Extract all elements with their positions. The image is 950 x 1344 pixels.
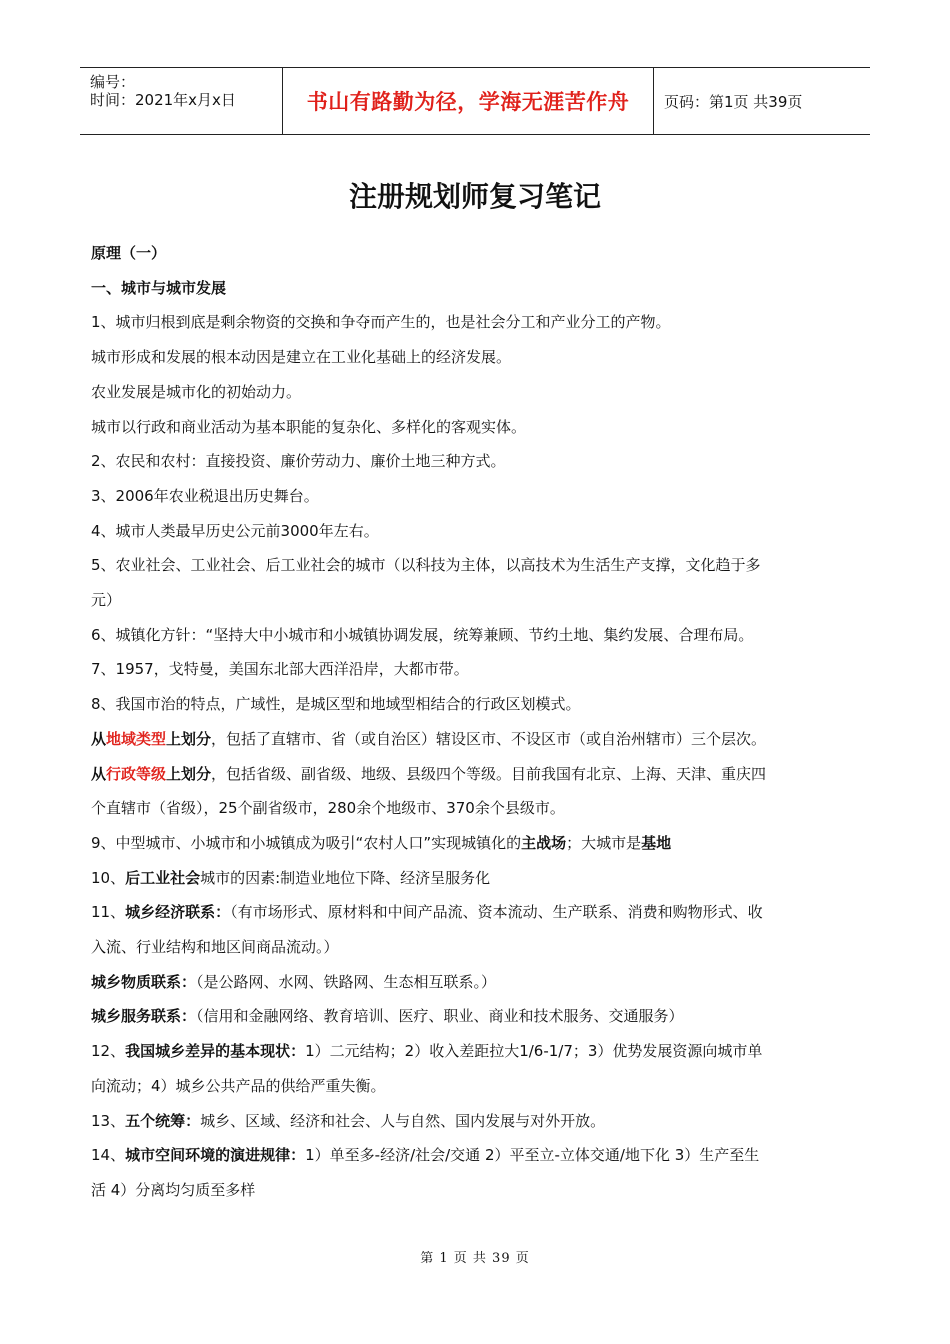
- text-run: ；大城市是: [566, 833, 642, 852]
- section-subheading: 一、城市与城市发展: [91, 278, 227, 297]
- text-run: 五个统筹：: [125, 1111, 201, 1130]
- section-heading: 原理（一）: [91, 244, 167, 262]
- text-run: 上划分: [166, 764, 212, 783]
- paragraph: [91, 1138, 866, 1173]
- text-run: 11、: [91, 903, 126, 922]
- text-run: 从: [91, 729, 107, 748]
- paragraph: 农业发展是城市化的初始动力。: [91, 382, 302, 401]
- paragraph: [91, 826, 866, 861]
- paragraph: [91, 757, 866, 792]
- header-table: [80, 67, 870, 135]
- paragraph: 3、2006年农业税退出历史舞台。: [91, 486, 319, 505]
- paragraph: 7、1957，戈特曼，美国东北部大西洋沿岸，大都市带。: [91, 660, 469, 679]
- highlight-text: 地域类型: [106, 729, 167, 748]
- document-title: 注册规划师复习笔记: [348, 180, 601, 213]
- paragraph: 5、农业社会、工业社会、后工业社会的城市（以科技为主体，以高技术为生活生产支撑，文化趋于多: [91, 556, 761, 575]
- text-run: 城市的因素:制造业地位下降、经济呈服务化: [200, 868, 491, 887]
- header-motto: 书山有路勤为径，学海无涯苦作舟: [282, 68, 654, 134]
- paragraph: [91, 895, 866, 930]
- text-run: 上划分: [166, 729, 212, 748]
- paragraph: 城市形成和发展的根本动因是建立在工业化基础上的经济发展。: [91, 348, 512, 367]
- text-run: 城乡、区域、经济和社会、人与自然、国内发展与对外开放。: [200, 1111, 606, 1130]
- paragraph: 活 4）分离均匀质至多样: [91, 1180, 256, 1199]
- text-run: ，包括了直辖市、省（或自治区）辖设区市、不设区市（或自治州辖市）三个层次。: [211, 729, 767, 748]
- number-label: 编号：: [90, 73, 136, 91]
- paragraph: [91, 1034, 866, 1069]
- paragraph: 向流动；4）城乡公共产品的供给严重失衡。: [91, 1076, 386, 1095]
- paragraph: 6、城镇化方针：“坚持大中小城市和小城镇协调发展，统筹兼顾、节约土地、集约发展、合理布局。: [91, 625, 754, 644]
- text-run: 城乡服务联系：: [91, 1007, 197, 1026]
- text-run: （信用和金融网络、教育培训、医疗、职业、商业和技术服务、交通服务）: [196, 1007, 684, 1026]
- paragraph: 个直辖市（省级），25个副省级市，280余个地级市、370余个县级市。: [91, 799, 565, 818]
- paragraph: [91, 965, 866, 1000]
- header-page-info: 页码：第1页 共39页: [664, 92, 803, 111]
- page-footer: 第 1 页 共 39 页: [420, 1251, 530, 1266]
- text-run: 14、: [91, 1146, 126, 1165]
- highlight-text: 行政等级: [106, 764, 167, 783]
- text-run: 我国城乡差异的基本现状：: [125, 1042, 306, 1061]
- text-run: 从: [91, 764, 107, 783]
- text-run: （有市场形式、原材料和中间产品流、资本流动、生产联系、消费和购物形式、收: [230, 903, 763, 922]
- paragraph: 城市以行政和商业活动为基本职能的复杂化、多样化的客观实体。: [91, 417, 527, 436]
- text-run: 后工业社会: [125, 868, 201, 887]
- paragraph: 1、城市归根到底是剩余物资的交换和争夺而产生的，也是社会分工和产业分工的产物。: [91, 313, 671, 332]
- text-run: ，包括省级、副省级、地级、县级四个等级。目前我国有北京、上海、天津、重庆四: [211, 764, 767, 783]
- paragraph: [91, 722, 866, 757]
- paragraph: 4、城市人类最早历史公元前3000年左右。: [91, 521, 379, 540]
- text-run: 1）单至多-经济/社会/交通 2）平至立-立体交通/地下化 3）生产至生: [305, 1146, 760, 1165]
- text-run: 基地: [641, 833, 672, 852]
- text-run: 10、: [91, 868, 126, 887]
- paragraph: [91, 1104, 866, 1139]
- text-run: 城市空间环境的演进规律：: [125, 1146, 306, 1165]
- paragraph: 入流、行业结构和地区间商品流动。）: [91, 938, 339, 957]
- text-run: 12、: [91, 1042, 126, 1061]
- paragraph: 8、我国市治的特点，广域性，是城区型和地域型相结合的行政区划模式。: [91, 695, 581, 714]
- text-run: 城乡经济联系：: [125, 903, 231, 922]
- paragraph: 元）: [91, 591, 122, 610]
- text-run: 9、中型城市、小城市和小城镇成为吸引“农村人口”实现城镇化的: [91, 833, 522, 852]
- document-body: [91, 236, 866, 1208]
- text-run: 城乡物质联系：: [91, 972, 197, 991]
- paragraph: [91, 861, 866, 896]
- text-run: 1）二元结构；2）收入差距拉大1/6-1/7；3）优势发展资源向城市单: [305, 1042, 763, 1061]
- header-meta: [80, 68, 282, 134]
- text-run: 主战场: [521, 833, 567, 852]
- text-run: 13、: [91, 1111, 126, 1130]
- text-run: （是公路网、水网、铁路网、生态相互联系。）: [196, 972, 497, 991]
- paragraph: [91, 999, 866, 1034]
- paragraph: 2、农民和农村：直接投资、廉价劳动力、廉价土地三种方式。: [91, 452, 506, 471]
- time-label: 时间：2021年x月x日: [90, 91, 236, 109]
